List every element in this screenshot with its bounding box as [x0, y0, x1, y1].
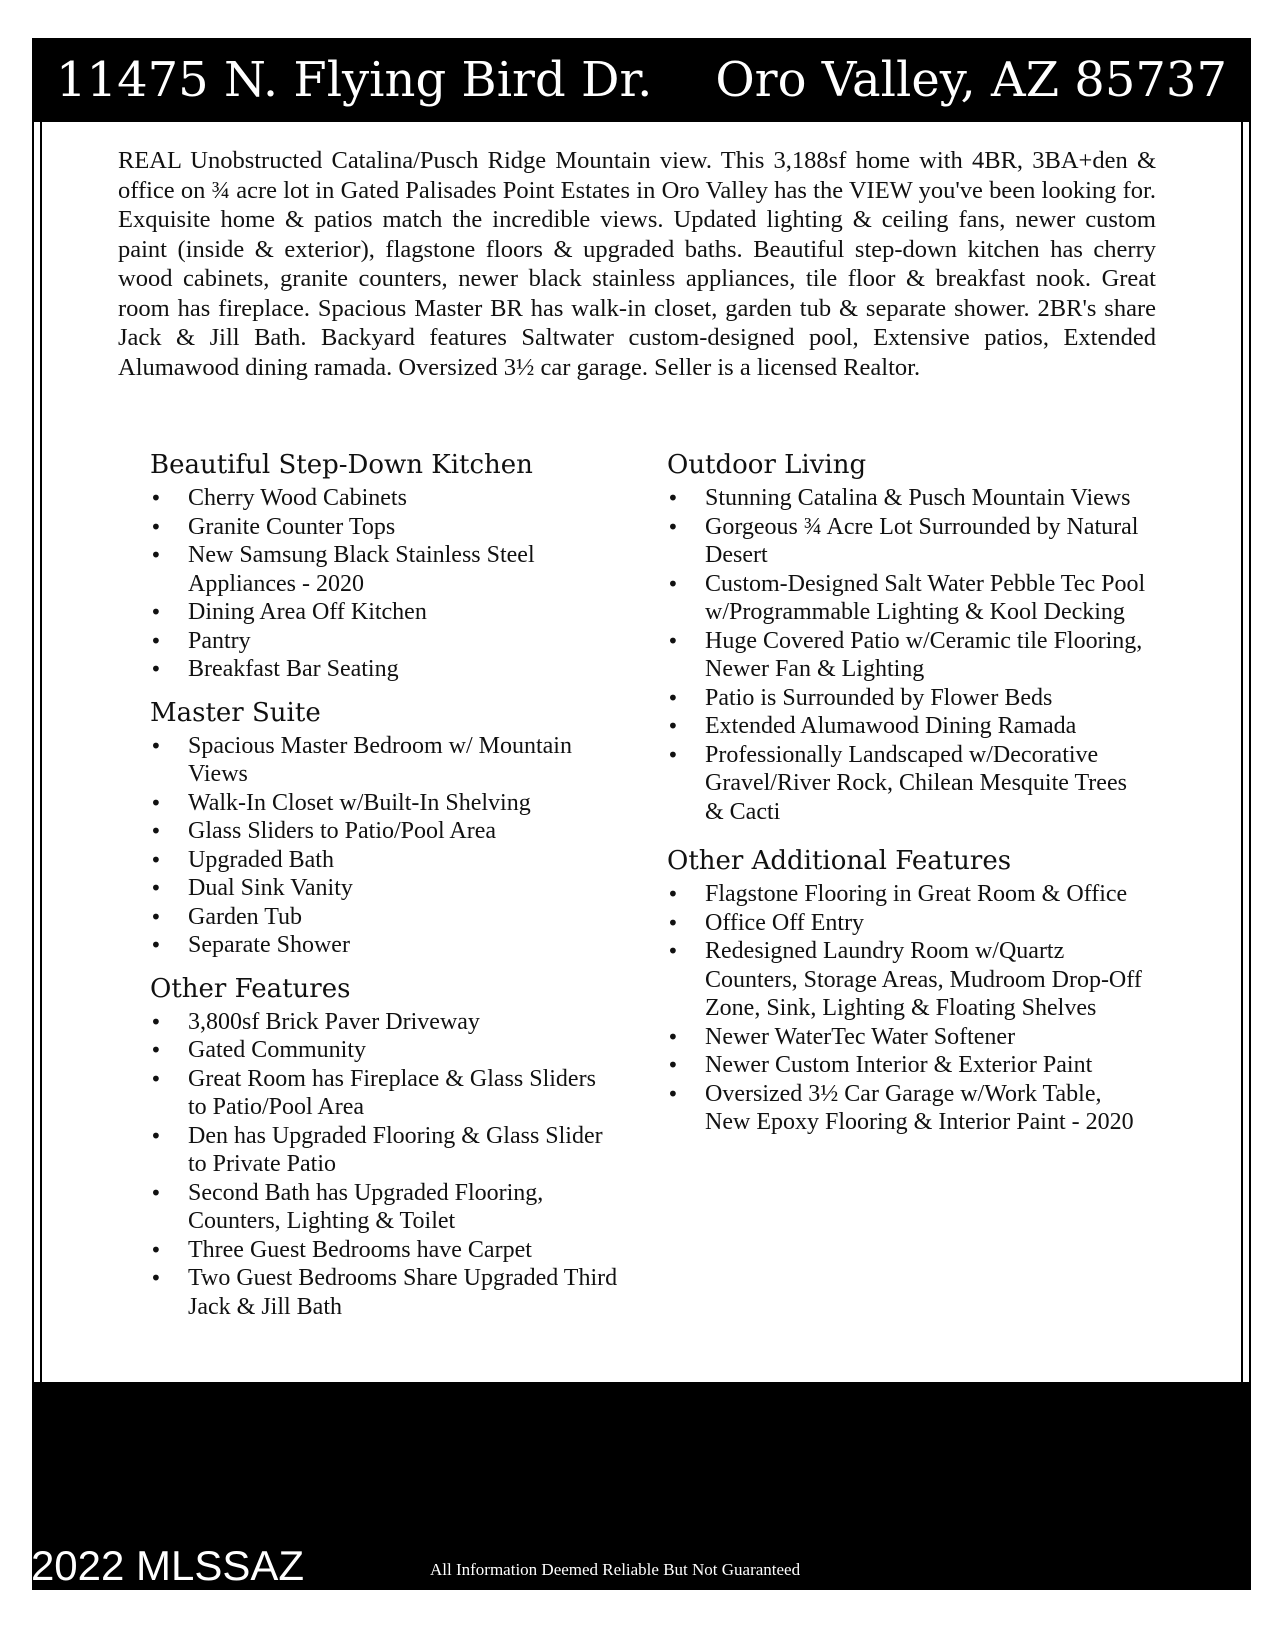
feature-item-label: Dual Sink Vanity [188, 875, 353, 901]
feature-item-label: Upgraded Bath [188, 846, 334, 873]
feature-item [667, 627, 1147, 684]
copyright-text: ©2022 MLSSAZ [0, 1542, 305, 1589]
feature-item-label: Dining Area Off Kitchen [188, 599, 427, 625]
feature-item [667, 880, 1147, 909]
feature-item-label: Professionally Landscaped w/Decorative Gravel/River Rock, Chilean Mesquite Trees & Cacti [705, 741, 1127, 825]
bullet-icon: • [667, 1053, 679, 1077]
bullet-icon: • [150, 514, 162, 539]
section-title: Other Additional Features [667, 846, 1012, 876]
bullet-icon: • [150, 1066, 162, 1091]
feature-item [150, 1122, 620, 1179]
feature-item [150, 598, 620, 627]
bullet-icon: • [667, 514, 679, 539]
feature-item [667, 1051, 1147, 1080]
bullet-icon: • [667, 571, 679, 596]
feature-item [150, 1236, 620, 1265]
bullet-icon: • [150, 904, 162, 929]
feature-item [150, 789, 620, 818]
feature-item [667, 570, 1147, 627]
property-city: Oro Valley, AZ 85737 [715, 52, 1227, 108]
bullet-icon: • [667, 486, 679, 510]
section-title: Master Suite [150, 697, 321, 728]
bullet-icon: • [150, 600, 162, 624]
feature-item [150, 541, 620, 598]
feature-item-label: Extended Alumawood Dining Ramada [705, 713, 1077, 739]
feature-item-label: Gated Community [188, 1037, 366, 1063]
section-title: Beautiful Step-Down Kitchen [150, 450, 533, 480]
section-title: Outdoor Living [667, 450, 867, 480]
feature-item [150, 931, 620, 960]
feature-item-label: Flagstone Flooring in Great Room & Office [705, 881, 1128, 907]
bullet-icon: • [150, 933, 162, 957]
feature-item [667, 513, 1147, 570]
bullet-icon: • [667, 939, 679, 963]
feature-item [150, 874, 620, 903]
feature-item-label: Stunning Catalina & Pusch Mountain Views [705, 485, 1131, 511]
feature-item-label: Garden Tub [188, 903, 303, 930]
feature-item [667, 1080, 1147, 1137]
bullet-icon: • [150, 876, 162, 900]
feature-item-label: Newer Custom Interior & Exterior Paint [705, 1052, 1093, 1078]
feature-item-label: Office Off Entry [705, 909, 865, 936]
bullet-icon: • [150, 1266, 162, 1290]
right-feature-column [667, 448, 1147, 1137]
header-bar [32, 38, 1251, 122]
bullet-icon: • [667, 628, 679, 653]
bullet-icon: • [667, 1081, 679, 1106]
frame-border-right-outer [1249, 122, 1251, 1382]
feature-item [150, 627, 620, 656]
bullet-icon: • [150, 1009, 162, 1034]
feature-section [667, 844, 1147, 1137]
feature-item-label: 3,800sf Brick Paver Driveway [188, 1008, 480, 1035]
feature-list [150, 1008, 620, 1322]
section-title: Other Features [150, 973, 351, 1004]
bullet-icon: • [150, 847, 162, 872]
feature-item-label: Separate Shower [188, 932, 350, 958]
feature-item [150, 1179, 620, 1236]
feature-section [667, 448, 1147, 826]
property-description: REAL Unobstructed Catalina/Pusch Ridge Mountain view. This 3,188sf home with 4BR, 3BA+den & office on ¾ acre lot in Gated Palisades Point Estates in Oro Valley has the VIEW you've been looking for. Exquisite home & patios match the incredible views. Updated lighting & ceiling fans, newer custom paint (inside & exterior), flagstone floors & upgraded baths. Beautiful step-down kitchen has cherry wood cabinets, granite counters, newer black stainless appliances, tile floor & breakfast nook. Great room has fireplace. Spacious Master BR has walk-in closet, garden tub & separate shower. 2BR's share Jack & Jill Bath. Backyard features Saltwater custom-designed pool, Extensive patios, Extended Alumawood dining ramada. Oversized 3½ car garage. Seller is a licensed Realtor. [118, 147, 1156, 381]
feature-item [150, 846, 620, 875]
feature-item [667, 909, 1147, 938]
bullet-icon: • [150, 790, 162, 815]
feature-section [150, 448, 620, 684]
feature-item-label: Newer WaterTec Water Softener [705, 1023, 1016, 1050]
feature-item [150, 732, 620, 789]
bullet-icon: • [150, 657, 162, 681]
feature-item [150, 655, 620, 684]
bullet-icon: • [667, 742, 679, 767]
bullet-icon: • [150, 1038, 162, 1062]
feature-item [150, 513, 620, 542]
feature-section [150, 696, 620, 960]
feature-item [150, 1036, 620, 1065]
feature-item-label: Redesigned Laundry Room w/Quartz Counters, Storage Areas, Mudroom Drop-Off Zone, Sink, Lighting & Floating Shelves [705, 938, 1142, 1021]
bullet-icon: • [667, 910, 679, 935]
feature-section [150, 972, 620, 1322]
bullet-icon: • [667, 1024, 679, 1049]
bullet-icon: • [667, 685, 679, 710]
feature-item-label: Patio is Surrounded by Flower Beds [705, 684, 1053, 711]
feature-list [667, 484, 1147, 826]
feature-item [667, 1023, 1147, 1052]
frame-border-right-inner [1241, 122, 1243, 1382]
feature-item-label: Huge Covered Patio w/Ceramic tile Flooring, Newer Fan & Lighting [705, 627, 1143, 682]
feature-item [667, 484, 1147, 513]
bullet-icon: • [150, 819, 162, 843]
feature-item-label: Gorgeous ¾ Acre Lot Surrounded by Natural Desert [705, 513, 1139, 568]
feature-item-label: Den has Upgraded Flooring & Glass Slider to Private Patio [188, 1122, 603, 1177]
feature-item-label: Walk-In Closet w/Built-In Shelving [188, 789, 531, 816]
feature-item-label: Great Room has Fireplace & Glass Sliders to Patio/Pool Area [188, 1065, 596, 1120]
property-address: 11475 N. Flying Bird Dr. [56, 52, 653, 108]
disclaimer-text: All Information Deemed Reliable But Not Guaranteed [430, 1560, 801, 1579]
bullet-icon: • [150, 628, 162, 653]
feature-item [150, 1264, 620, 1321]
feature-item-label: Pantry [188, 627, 251, 654]
feature-item-label: Granite Counter Tops [188, 513, 396, 540]
bullet-icon: • [150, 1237, 162, 1262]
bullet-icon: • [667, 882, 679, 906]
feature-item-label: Spacious Master Bedroom w/ Mountain Views [188, 732, 572, 787]
feature-item [667, 684, 1147, 713]
bullet-icon: • [150, 543, 162, 567]
feature-item-label: Breakfast Bar Seating [188, 656, 399, 682]
left-feature-column [150, 448, 620, 1321]
feature-item-label: Oversized 3½ Car Garage w/Work Table, New Epoxy Flooring & Interior Paint - 2020 [705, 1080, 1134, 1135]
bullet-icon: • [150, 1180, 162, 1205]
feature-item [150, 817, 620, 846]
feature-item-label: New Samsung Black Stainless Steel Appliances - 2020 [188, 542, 535, 597]
feature-item-label: Three Guest Bedrooms have Carpet [188, 1236, 532, 1263]
feature-item-label: Cherry Wood Cabinets [188, 485, 407, 511]
feature-item-label: Custom-Designed Salt Water Pebble Tec Pool w/Programmable Lighting & Kool Decking [705, 570, 1146, 625]
feature-item [150, 484, 620, 513]
bullet-icon: • [150, 486, 162, 510]
feature-list [667, 880, 1147, 1137]
frame-border-left-inner [40, 122, 42, 1382]
feature-item [150, 1065, 620, 1122]
feature-list [150, 732, 620, 960]
bullet-icon: • [150, 733, 162, 758]
bullet-icon: • [150, 1123, 162, 1148]
feature-item [150, 1008, 620, 1037]
feature-item [150, 903, 620, 932]
feature-item-label: Second Bath has Upgraded Flooring, Counters, Lighting & Toilet [188, 1179, 544, 1234]
feature-item-label: Glass Sliders to Patio/Pool Area [188, 818, 496, 844]
feature-item [667, 741, 1147, 827]
feature-item [667, 712, 1147, 741]
frame-border-left-outer [32, 122, 34, 1382]
feature-list [150, 484, 620, 684]
bullet-icon: • [667, 714, 679, 738]
feature-item [667, 937, 1147, 1023]
feature-item-label: Two Guest Bedrooms Share Upgraded Third Jack & Jill Bath [188, 1265, 618, 1320]
